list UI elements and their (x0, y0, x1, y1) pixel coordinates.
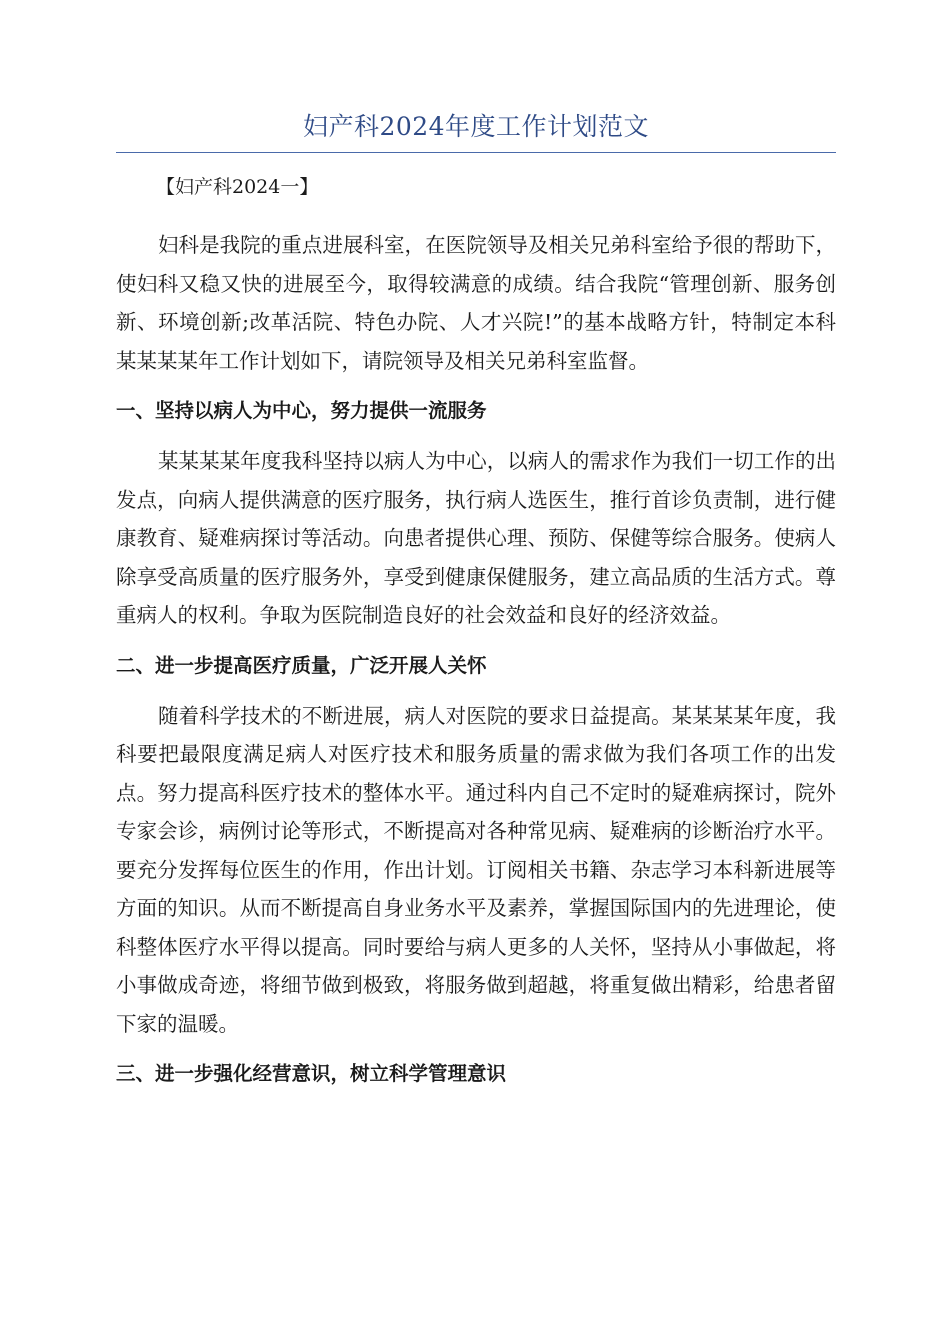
section-heading-2: 二、进一步提高医疗质量，广泛开展人关怀 (116, 653, 487, 677)
document-subheading: 【妇产科2024一】 (156, 176, 319, 198)
intro-paragraph: 妇科是我院的重点进展科室，在医院领导及相关兄弟科室给予很的帮助下，使妇科又稳又快的进展至今，取得较满意的成绩。结合我院“管理创新、服务创新、环境创新;改革活院、特色办院、人才兴院!”的基本战略方针，特制定本科某某某某年工作计划如下，请院领导及相关兄弟科室监督。 (116, 233, 836, 373)
section-body-2: 随着科学技术的不断进展，病人对医院的要求日益提高。某某某某年度，我科要把最限度满足病人对医疗技术和服务质量的需求做为我们各项工作的出发点。努力提高科医疗技术的整体水平。通过科内自己不定时的疑难病探讨，院外专家会诊，病例讨论等形式，不断提高对各种常见病、疑难病的诊断治疗水平。要充分发挥每位医生的作用，作出计划。订阅相关书籍、杂志学习本科新进展等方面的知识。从而不断提高自身业务水平及素养，掌握国际国内的先进理论，使科整体医疗水平得以提高。同时要给与病人更多的人关怀，坚持从小事做起，将小事做成奇迹，将细节做到极致，将服务做到超越，将重复做出精彩，给患者留下家的温暖。 (116, 703, 836, 1036)
document-page (116, 110, 836, 1105)
section-heading-1: 一、坚持以病人为中心，努力提供一流服务 (116, 399, 487, 422)
document-title: 妇产科2024年度工作计划范文 (302, 112, 650, 141)
title-underline (116, 152, 836, 153)
section-body-1: 某某某某年度我科坚持以病人为中心，以病人的需求作为我们一切工作的出发点，向病人提供满意的医疗服务，执行病人选医生，推行首诊负责制，进行健康教育、疑难病探讨等活动。向患者提供心理、预防、保健等综合服务。使病人除享受高质量的医疗服务外，享受到健康保健服务，建立高品质的生活方式。尊重病人的权利。争取为医院制造良好的社会效益和良好的经济效益。 (116, 449, 836, 627)
section-heading-3: 三、进一步强化经营意识，树立科学管理意识 (116, 1062, 507, 1085)
